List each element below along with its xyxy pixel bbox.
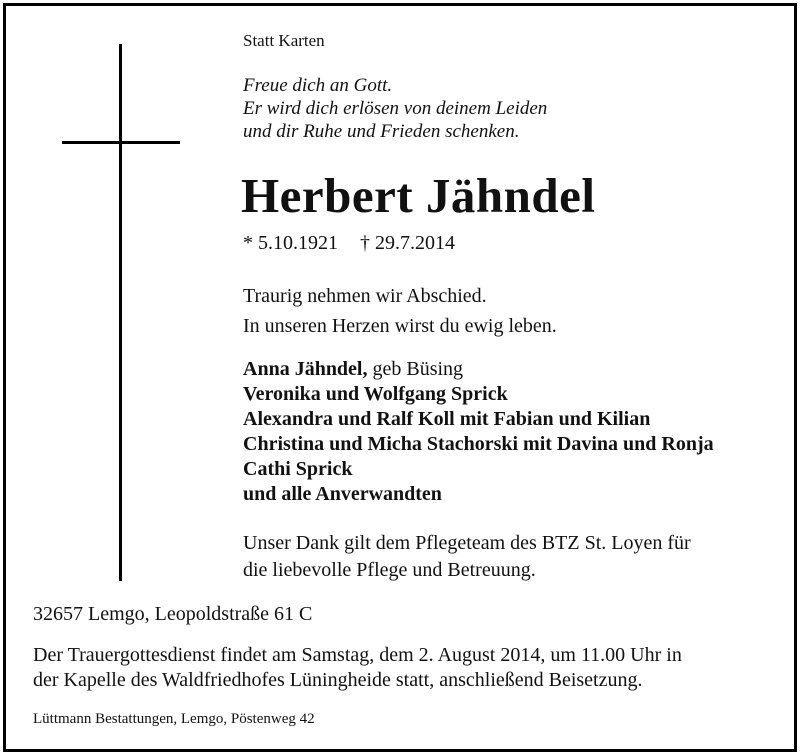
quote-line: Freue dich an Gott. — [243, 75, 393, 96]
header-note: Statt Karten — [243, 31, 325, 50]
death-date: † 29.7.2014 — [360, 232, 455, 254]
quote — [243, 74, 547, 143]
mourner-line: Christina und Micha Stachorski mit Davina und Ronja — [243, 433, 714, 455]
service-line: der Kapelle des Waldfriedhofes Lüningheide statt, anschließend Beisetzung. — [33, 669, 643, 691]
birth-date: * 5.10.1921 — [243, 232, 338, 254]
mourner-line: Cathi Sprick — [243, 458, 353, 480]
thanks — [243, 530, 691, 584]
mourner-line: Alexandra und Ralf Koll mit Fabian und Kilian — [243, 408, 651, 430]
mourner-line: Veronika und Wolfgang Sprick — [243, 383, 508, 405]
quote-line: und dir Ruhe und Frieden schenken. — [243, 121, 520, 142]
deceased-name: Herbert Jähndel — [241, 168, 596, 223]
cross-horizontal-beam — [62, 141, 180, 144]
farewell-line: In unseren Herzen wirst du ewig leben. — [243, 315, 557, 337]
mourner-line — [243, 357, 714, 382]
quote-line: Er wird dich erlösen von deinem Leiden — [243, 98, 548, 119]
farewell-line: Traurig nehmen wir Abschied. — [243, 285, 487, 307]
address: 32657 Lemgo, Leopoldstraße 61 C — [33, 603, 313, 625]
mourner-maiden-name: geb Büsing — [367, 358, 464, 380]
mourner-name: Anna Jähndel, — [243, 358, 368, 380]
mourners-list — [243, 357, 714, 507]
life-dates — [243, 232, 455, 255]
mourner-line: und alle Anverwandten — [243, 483, 442, 505]
funeral-home-footer: Lüttmann Bestattungen, Lemgo, Pöstenweg 42 — [33, 711, 315, 727]
thanks-line: die liebevolle Pflege und Betreuung. — [243, 559, 536, 581]
service-line: Der Trauergottesdienst findet am Samstag, dem 2. August 2014, um 11.00 Uhr in — [33, 644, 682, 666]
cross-vertical-beam — [119, 44, 122, 581]
thanks-line: Unser Dank gilt dem Pflegeteam des BTZ St. Loyen für — [243, 532, 691, 554]
service-info — [33, 643, 682, 693]
